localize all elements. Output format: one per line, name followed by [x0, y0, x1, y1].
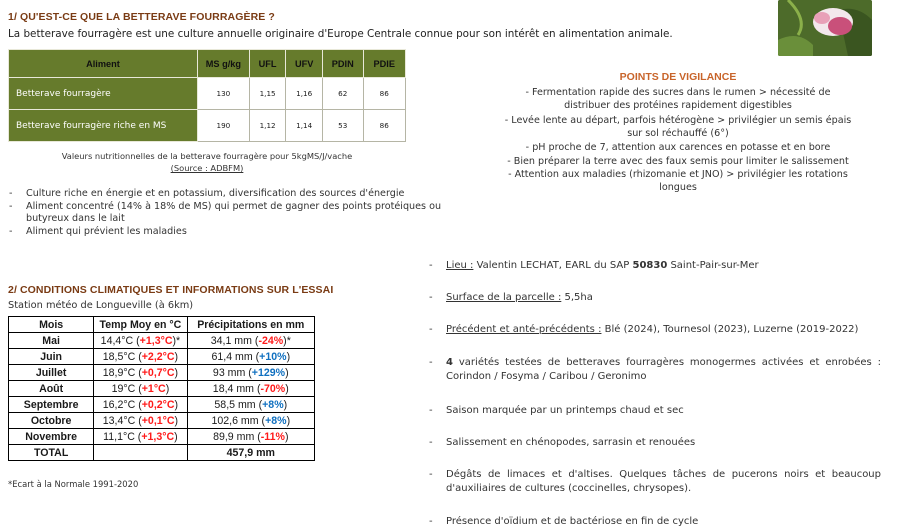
temp-deviation: +1,3°C [139, 334, 173, 347]
cell-temp: 11,1°C (+1,3°C) [94, 429, 187, 445]
header-mois: Mois [9, 317, 94, 333]
temp-star: * [176, 334, 181, 347]
precip-deviation: +129% [251, 366, 286, 379]
header-aliment: Aliment [9, 50, 198, 78]
precip-value: 58,5 mm [214, 398, 256, 411]
temp-deviation: +1°C [141, 382, 166, 395]
cell-precip: 58,5 mm (+8%) [187, 397, 314, 413]
list-item [428, 436, 881, 450]
weather-footnote: *Ecart à la Normale 1991-2020 [8, 479, 139, 489]
list-item [428, 356, 881, 384]
list-item [428, 291, 881, 305]
dash-marker: - [525, 142, 533, 153]
cell-mois: Septembre [9, 397, 94, 413]
temp-deviation: +2,2°C [141, 350, 175, 363]
section2-title: 2/ CONDITIONS CLIMATIQUES ET INFORMATIONS SUR L'ESSAI [8, 284, 334, 296]
precip-value: 34,1 mm [210, 334, 252, 347]
cell-temp: 16,2°C (+0,2°C) [94, 397, 187, 413]
info-bold: 50830 [632, 260, 668, 271]
dash-marker: - [525, 87, 532, 98]
precip-deviation: -11% [260, 430, 285, 443]
vigilance-title: POINTS DE VIGILANCE [619, 71, 737, 83]
info-label: Lieu : [446, 260, 474, 271]
precip-value: 89,9 mm [213, 430, 255, 443]
cell-temp: 19°C (+1°C) [94, 381, 187, 397]
precip-value: 102,6 mm [211, 414, 259, 427]
weather-rows [9, 333, 315, 445]
temp-deviation: +0,1°C [141, 414, 175, 427]
header-pdie: PDIE [363, 50, 406, 78]
list-item [428, 323, 881, 337]
list-item [428, 259, 881, 273]
nutrition-caption [8, 150, 406, 174]
info-text: Présence d'oïdium et de bactériose en fin de cycle [446, 516, 699, 527]
info-label: Surface de la parcelle : [446, 292, 562, 303]
vigilance-item-text: Attention aux maladies (rhizomanie et JNO) > privilégier les rotations longues [514, 169, 848, 193]
header-precip: Précipitations en mm [187, 317, 314, 333]
cell-precip: 93 mm (+129%) [187, 365, 314, 381]
header-ms: MS g/kg [197, 50, 249, 78]
header-ufv: UFV [286, 50, 323, 78]
table-row [9, 349, 315, 365]
cell-precip: 61,4 mm (+10%) [187, 349, 314, 365]
cell-ufl: 1,12 [249, 110, 286, 142]
vigilance-item-text: Fermentation rapide des sucres dans le rumen > nécessité de distribuer des protéines rapidement digestibles [532, 87, 831, 111]
vigilance-item-text: Levée lente au départ, parfois hétérogène > privilégier un semis épais sur sol réchauffé (6°) [511, 115, 852, 139]
cell-ufv: 1,14 [286, 110, 323, 142]
temp-value: 18,5°C [102, 350, 136, 363]
cell-temp: 13,4°C (+0,1°C) [94, 413, 187, 429]
cell-precip: 34,1 mm (-24%)* [187, 333, 314, 349]
precip-deviation: +8% [265, 414, 287, 427]
cell-ufl: 1,15 [249, 78, 286, 110]
precip-star: * [286, 334, 291, 347]
table-row [9, 429, 315, 445]
cell-mois: Juillet [9, 365, 94, 381]
caption-text: Valeurs nutritionnelles de la betterave fourragère pour 5kgMS/J/vache [61, 151, 353, 161]
info-text: Blé (2024), Tournesol (2023), Luzerne (2019-2022) [601, 324, 859, 335]
table-row [9, 413, 315, 429]
list-item [428, 404, 881, 418]
section1-intro: La betterave fourragère est une culture annuelle originaire d'Europe Centrale connue pour son intérêt en alimentation animale. [8, 28, 673, 40]
cell-aliment: Betterave fourragère [9, 78, 198, 110]
trial-info-list [428, 0, 883, 532]
info-label: Précédent et anté-précédents : [446, 324, 602, 335]
temp-value: 16,2°C [102, 398, 136, 411]
cell-ms: 190 [197, 110, 249, 142]
table-row [9, 110, 406, 142]
list-item [428, 515, 881, 529]
cell-mois: Octobre [9, 413, 94, 429]
weather-table [8, 316, 315, 461]
table-row [9, 78, 406, 110]
cell-mois: Mai [9, 333, 94, 349]
list-item [428, 468, 881, 496]
cell-mois: Juin [9, 349, 94, 365]
nutrition-table [8, 49, 406, 142]
section1-title: 1/ QU'EST-CE QUE LA BETTERAVE FOURRAGÈRE ? [8, 11, 275, 23]
vigilance-item-text: Bien préparer la terre avec des faux semis pour limiter le salissement [513, 156, 849, 167]
cell-temp: 18,9°C (+0,7°C) [94, 365, 187, 381]
list-item: - Aliment qui prévient les maladies [8, 226, 473, 239]
cell-aliment: Betterave fourragère riche en MS [9, 110, 198, 142]
header-pdin: PDIN [322, 50, 363, 78]
cell-temp: 18,5°C (+2,2°C) [94, 349, 187, 365]
list-item: - Aliment concentré (14% à 18% de MS) qui permet de gagner des points protéiques ou butyreux dans le lait [8, 201, 473, 226]
info-text: 5,5ha [561, 292, 593, 303]
table-row [9, 397, 315, 413]
cell-precip: 102,6 mm (+8%) [187, 413, 314, 429]
info-text: Dégâts de limaces et d'altises. Quelques tâches de pucerons noirs et beaucoup d'auxiliaires de cultures (coccinelles, chrysopes). [446, 469, 881, 494]
cell-pdin: 53 [322, 110, 363, 142]
temp-value: 11,1°C [103, 430, 135, 443]
dash-marker: - [504, 115, 512, 126]
vigilance-item-text: pH proche de 7, attention aux carences en potasse et en bore [532, 142, 831, 153]
temp-value: 13,4°C [102, 414, 136, 427]
precip-value: 61,4 mm [211, 350, 253, 363]
header-temp: Temp Moy en °C [94, 317, 187, 333]
caption-source: (Source : ADBFM) [170, 163, 244, 173]
cell-ufv: 1,16 [286, 78, 323, 110]
total-label: TOTAL [9, 445, 94, 461]
list-item: - Culture riche en énergie et en potassium, diversification des sources d'énergie [8, 188, 473, 201]
header-ufl: UFL [249, 50, 286, 78]
table-row [9, 333, 315, 349]
dash-marker: - [507, 156, 514, 167]
info-text: Valentin LECHAT, EARL du SAP [473, 260, 633, 271]
total-temp-empty [94, 445, 187, 461]
station-label: Station météo de Longueville (à 6km) [8, 300, 194, 311]
cell-temp: 14,4°C (+1,3°C)* [94, 333, 187, 349]
weather-total-row [9, 445, 315, 461]
temp-value: 14,4°C [100, 334, 134, 347]
cell-pdie: 86 [363, 110, 406, 142]
cell-precip: 89,9 mm (-11%) [187, 429, 314, 445]
cell-mois: Août [9, 381, 94, 397]
precip-value: 18,4 mm [212, 382, 255, 395]
nutrition-header-row [9, 50, 406, 78]
info-text: variétés testées de betteraves fourragères monogermes activées et enrobées : Corindon / Fosyma / Caribou / Geronimo [446, 357, 881, 382]
temp-value: 19°C [111, 382, 136, 395]
cell-pdin: 62 [322, 78, 363, 110]
temp-deviation: +0,7°C [141, 366, 175, 379]
benefits-list [8, 188, 473, 238]
cell-ms: 130 [197, 78, 249, 110]
table-row [9, 381, 315, 397]
precip-deviation: +8% [262, 398, 284, 411]
cell-precip: 18,4 mm (-70%) [187, 381, 314, 397]
temp-deviation: +0,2°C [141, 398, 175, 411]
info-text: Salissement en chénopodes, sarrasin et renouées [446, 437, 696, 448]
info-bold: 4 [446, 357, 453, 368]
dash-marker: - [508, 169, 515, 180]
table-row [9, 365, 315, 381]
info-text: Saint-Pair-sur-Mer [667, 260, 759, 271]
cell-mois: Novembre [9, 429, 94, 445]
precip-deviation: +10% [259, 350, 287, 363]
precip-deviation: -24% [258, 334, 284, 347]
weather-header-row [9, 317, 315, 333]
precip-deviation: -70% [260, 382, 286, 395]
cell-pdie: 86 [363, 78, 406, 110]
temp-deviation: +1,3°C [141, 430, 175, 443]
total-precip: 457,9 mm [187, 445, 314, 461]
info-text: Saison marquée par un printemps chaud et sec [446, 405, 684, 416]
temp-value: 18,9°C [102, 366, 136, 379]
precip-value: 93 mm [212, 366, 246, 379]
